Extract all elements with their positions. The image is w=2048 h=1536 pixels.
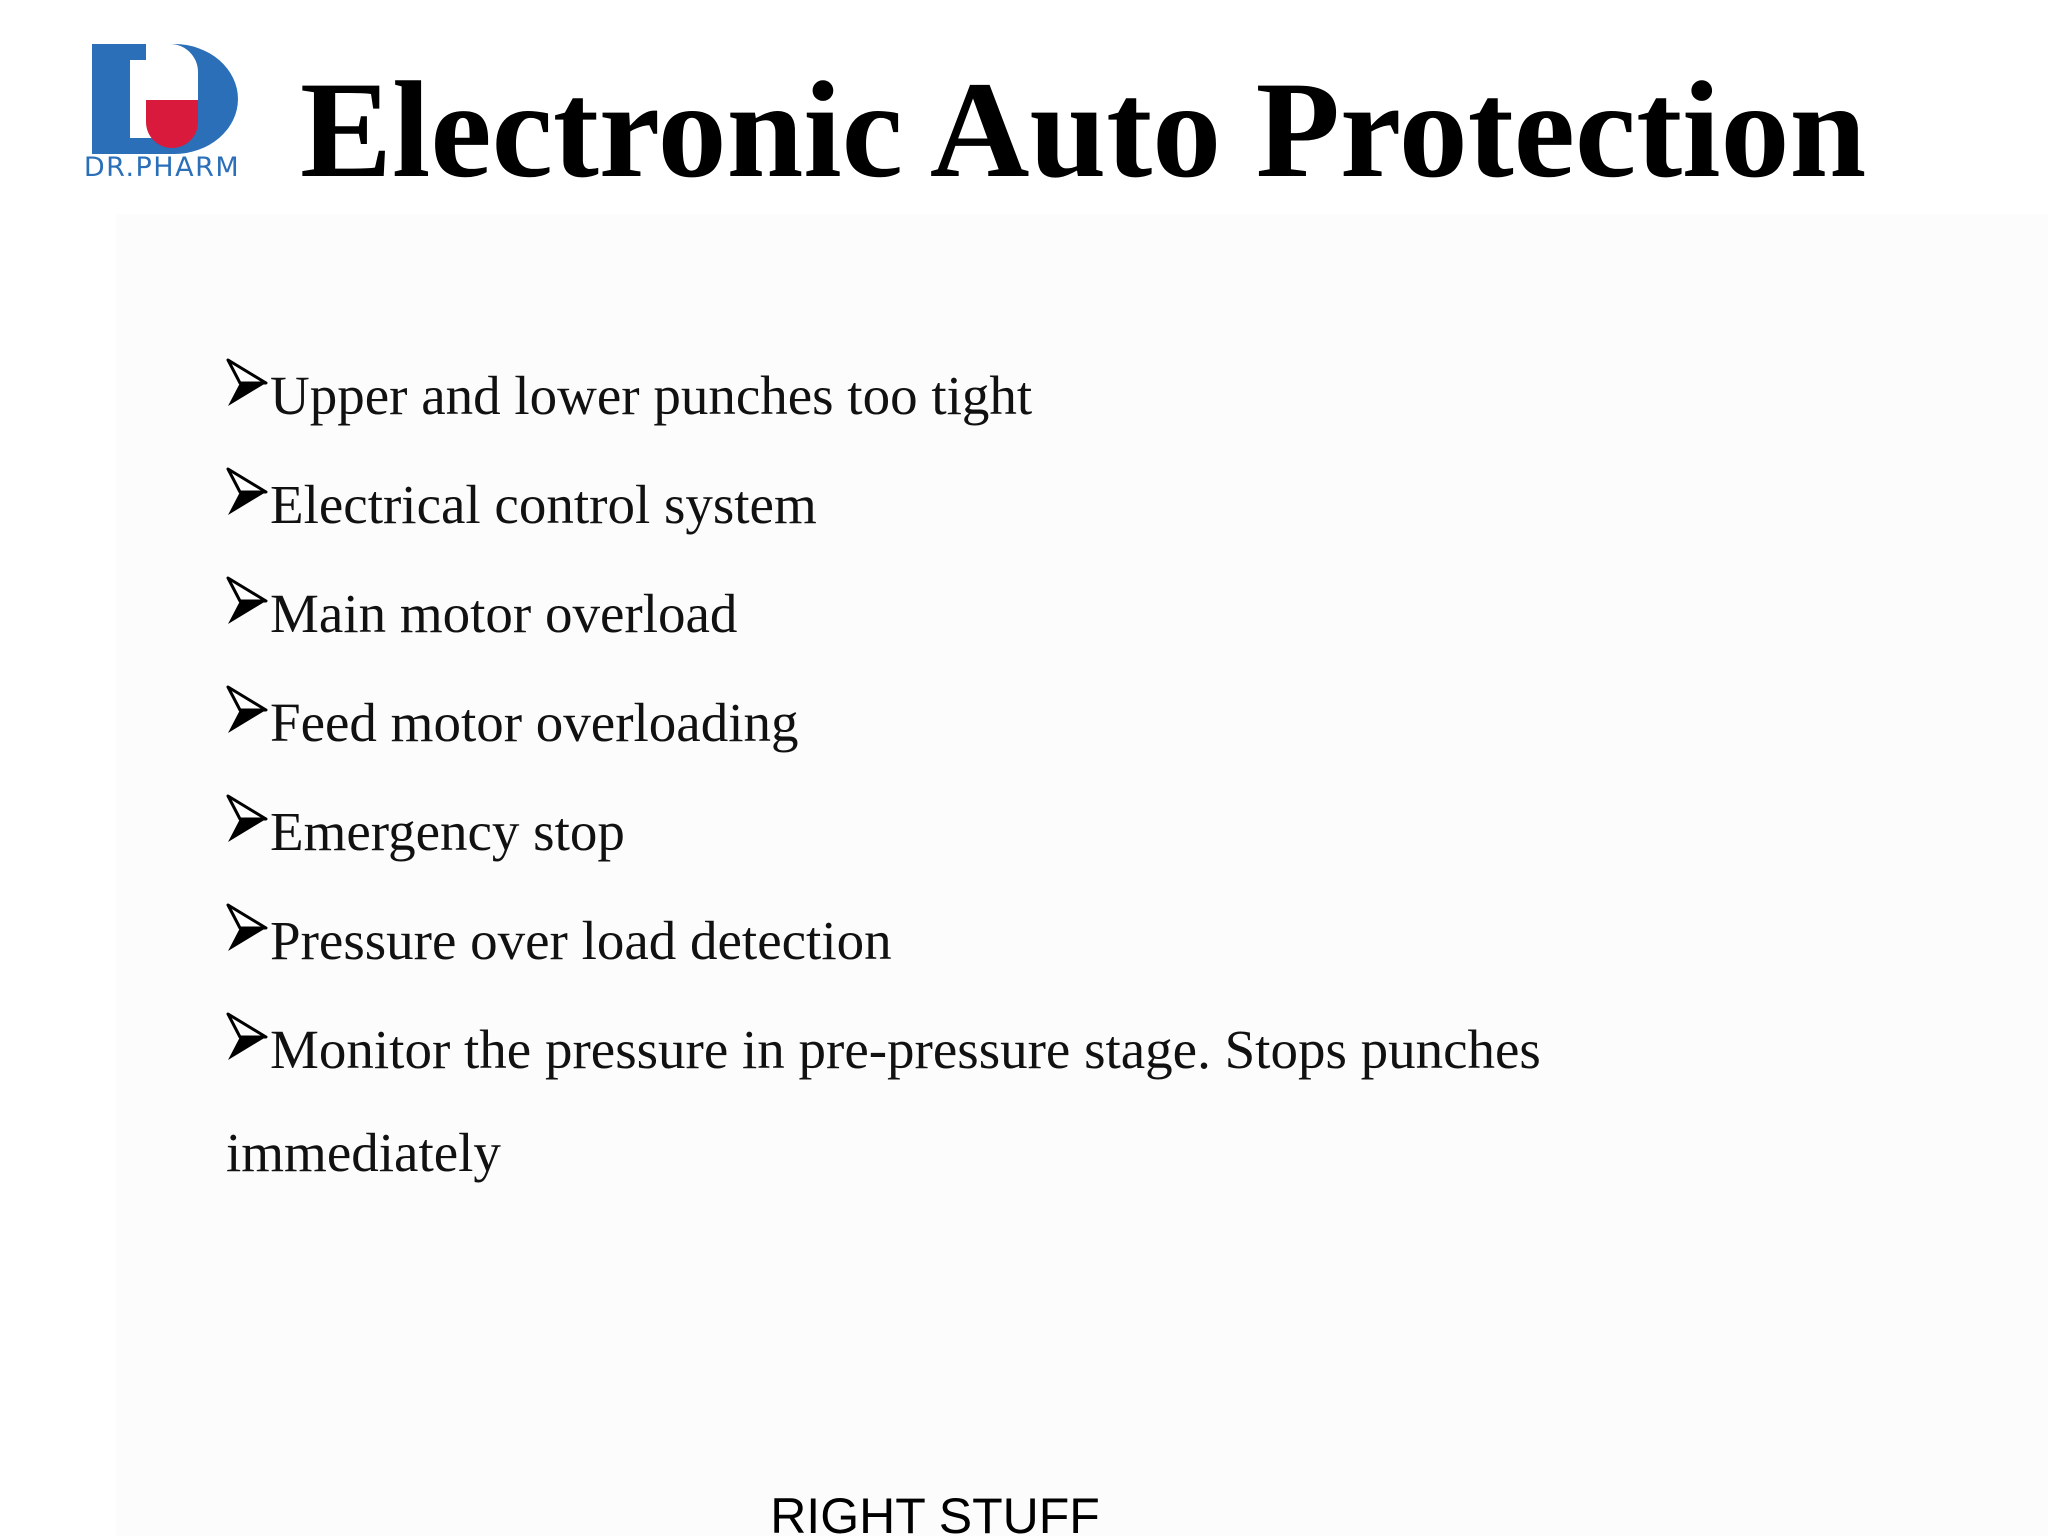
list-item — [226, 883, 1766, 992]
bullet-text: Electrical control system — [270, 474, 817, 535]
arrowhead-bullet-icon — [226, 338, 270, 388]
capsule-d-logo-icon — [62, 40, 262, 158]
arrowhead-bullet-icon — [226, 665, 270, 715]
list-item — [226, 556, 1766, 665]
logo-brand-text: DR.PHARM — [83, 152, 241, 183]
list-item — [226, 665, 1766, 774]
list-item — [226, 447, 1766, 556]
bullet-text: Pressure over load detection — [270, 910, 892, 971]
list-item — [226, 774, 1766, 883]
bullet-list — [226, 338, 1766, 1204]
bullet-text: Monitor the pressure in pre-pressure stage. Stops punches immediately — [226, 1019, 1541, 1183]
footer-caption: RIGHT STUFF — [770, 1488, 1100, 1536]
page-title: Electronic Auto Protection — [300, 53, 1867, 206]
arrowhead-bullet-icon — [226, 447, 270, 497]
list-item — [226, 992, 1766, 1204]
bullet-text: Main motor overload — [270, 583, 738, 644]
arrowhead-bullet-icon — [226, 774, 270, 824]
bullet-text: Emergency stop — [270, 801, 625, 862]
bullet-text: Feed motor overloading — [270, 692, 799, 753]
arrowhead-bullet-icon — [226, 883, 270, 933]
arrowhead-bullet-icon — [226, 992, 270, 1042]
company-logo — [62, 40, 262, 190]
arrowhead-bullet-icon — [226, 556, 270, 606]
bullet-text: Upper and lower punches too tight — [270, 365, 1033, 426]
list-item — [226, 338, 1766, 447]
